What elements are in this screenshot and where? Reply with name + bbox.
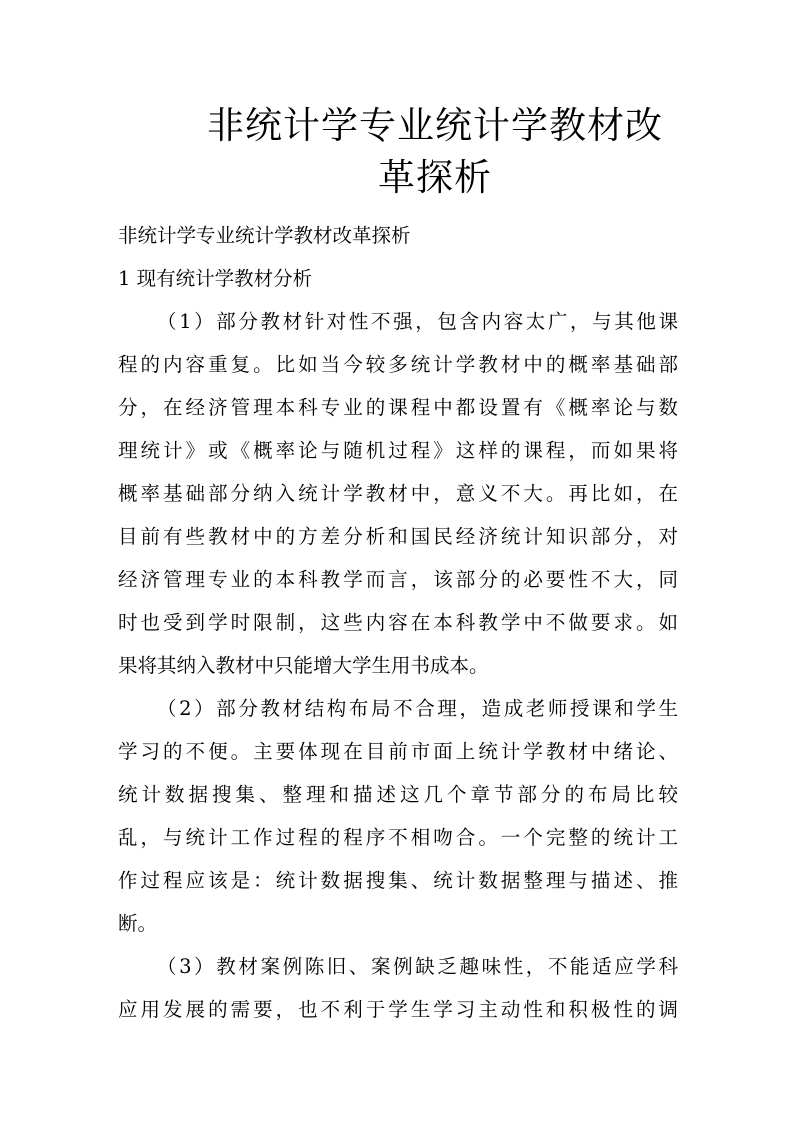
paragraph-2-line: 断。	[118, 912, 158, 935]
title-line-2: 革探析	[378, 156, 492, 199]
document-subtitle: 非统计学专业统计学教材改革探析	[118, 224, 411, 247]
document-title	[200, 100, 670, 204]
paragraph-2-line: （2）部分教材结构布局不合理，造成老师授课和学生	[157, 697, 678, 720]
paragraph-2-line: 统计数据搜集、整理和描述这几个章节部分的布局比较	[118, 783, 678, 806]
paragraph-2	[118, 697, 678, 955]
paragraph-1-line: 果将其纳入教材中只能增大学生用书成本。	[118, 654, 489, 677]
paragraph-1-line: （1）部分教材针对性不强，包含内容太广，与其他课	[157, 310, 678, 333]
paragraph-1-line: 程的内容重复。比如当今较多统计学教材中的概率基础部	[118, 353, 678, 376]
paragraph-1	[118, 310, 678, 697]
paragraph-1-line: 时也受到学时限制，这些内容在本科教学中不做要求。如	[118, 611, 678, 634]
paragraph-3-line: 应用发展的需要，也不利于学生学习主动性和积极性的调	[118, 998, 678, 1021]
title-line-1: 非统计学专业统计学教材改	[207, 104, 663, 147]
paragraph-1-line: 分，在经济管理本科专业的课程中都设置有《概率论与数	[118, 396, 678, 419]
paragraph-3	[118, 955, 678, 1041]
paragraph-1-line: 经济管理专业的本科教学而言，该部分的必要性不大，同	[118, 568, 678, 591]
paragraph-2-line: 作过程应该是：统计数据搜集、统计数据整理与描述、推	[118, 869, 678, 892]
section-heading: 1 现有统计学教材分析	[118, 267, 313, 290]
paragraph-2-line: 学习的不便。主要体现在目前市面上统计学教材中绪论、	[118, 740, 678, 763]
paragraph-1-line: 理统计》或《概率论与随机过程》这样的课程，而如果将	[118, 439, 678, 462]
paragraph-1-line: 概率基础部分纳入统计学教材中，意义不大。再比如，在	[118, 482, 678, 505]
paragraph-2-line: 乱，与统计工作过程的程序不相吻合。一个完整的统计工	[118, 826, 678, 849]
paragraph-3-line: （3）教材案例陈旧、案例缺乏趣味性，不能适应学科	[157, 955, 678, 978]
paragraph-1-line: 目前有些教材中的方差分析和国民经济统计知识部分，对	[118, 525, 678, 548]
